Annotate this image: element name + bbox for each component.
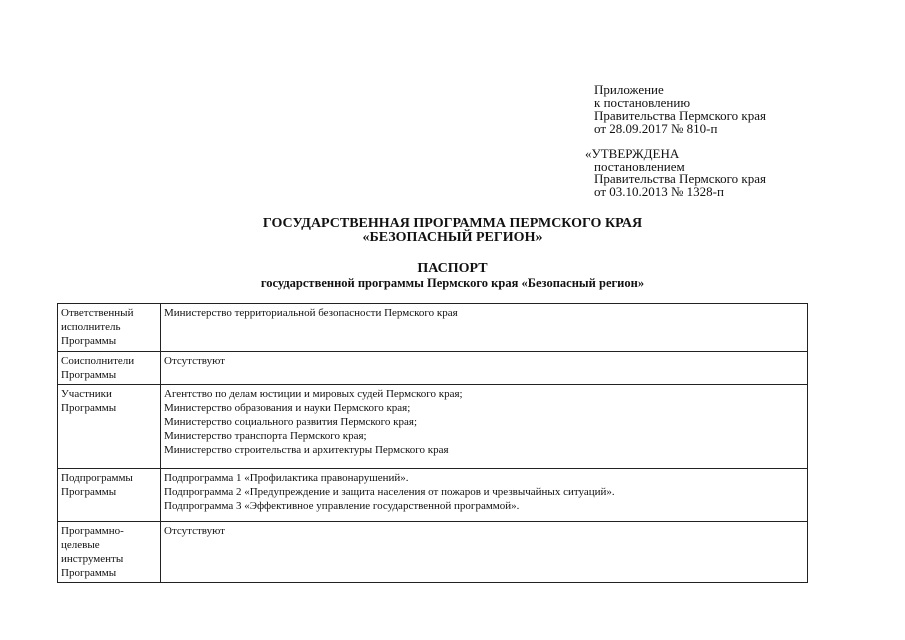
approval-line: Правительства Пермского края — [594, 171, 766, 186]
content-line: Министерство транспорта Пермского края; — [164, 430, 367, 442]
passport-heading: ПАСПОРТ — [417, 261, 488, 276]
content-line: Министерство строительства и архитектуры Пермского края — [164, 444, 449, 456]
row-content — [161, 352, 808, 385]
row-content — [161, 385, 808, 469]
approval-line: постановлением — [594, 158, 685, 174]
appendix-line: от 28.09.2017 № 810-п — [594, 121, 718, 136]
content-line: Подпрограмма 2 «Предупреждение и защита населения от пожаров и чрезвычайных ситуаций». — [164, 486, 615, 498]
table-row — [58, 469, 808, 522]
row-content — [161, 469, 808, 522]
row-label: Ответственный исполнитель Программы — [58, 304, 161, 352]
content-line: Министерство образования и науки Пермского края; — [164, 402, 411, 414]
table-row — [58, 352, 808, 385]
appendix-line: Приложение — [594, 82, 664, 97]
passport-table — [57, 303, 808, 583]
program-title: ГОСУДАРСТВЕННАЯ ПРОГРАММА ПЕРМСКОГО КРАЯ — [262, 216, 643, 231]
program-subtitle: «БЕЗОПАСНЫЙ РЕГИОН» — [362, 230, 543, 245]
appendix-line: к постановлению — [594, 95, 691, 110]
content-line: Министерство социального развития Пермского края; — [164, 416, 418, 428]
approval-block — [585, 148, 766, 198]
content-line: Отсутствуют — [164, 355, 225, 367]
content-line: Агентство по делам юстиции и мировых судей Пермского края; — [164, 388, 463, 400]
content-line: Подпрограмма 1 «Профилактика правонарушений». — [164, 472, 409, 484]
row-content — [161, 522, 808, 583]
row-label: Участники Программы — [58, 385, 161, 469]
table-row — [58, 522, 808, 583]
passport-subheading: государственной программы Пермского края «Безопасный регион» — [260, 276, 645, 290]
appendix-line: Правительства Пермского края — [594, 108, 766, 123]
row-content — [161, 304, 808, 352]
content-line: Подпрограмма 3 «Эффективное управление государственной программой». — [164, 500, 520, 512]
table-row — [58, 304, 808, 352]
row-label: Соисполнители Программы — [58, 352, 161, 385]
row-label: Подпрограммы Программы — [58, 469, 161, 522]
row-label: Программно-целевые инструменты Программы — [58, 522, 161, 583]
content-line: Министерство территориальной безопасности Пермского края — [164, 307, 458, 319]
appendix-block — [594, 83, 766, 135]
content-line: Отсутствуют — [164, 525, 225, 537]
approval-line: от 03.10.2013 № 1328-п — [594, 183, 724, 199]
table-row — [58, 385, 808, 469]
approval-line: «УТВЕРЖДЕНА — [585, 146, 680, 161]
